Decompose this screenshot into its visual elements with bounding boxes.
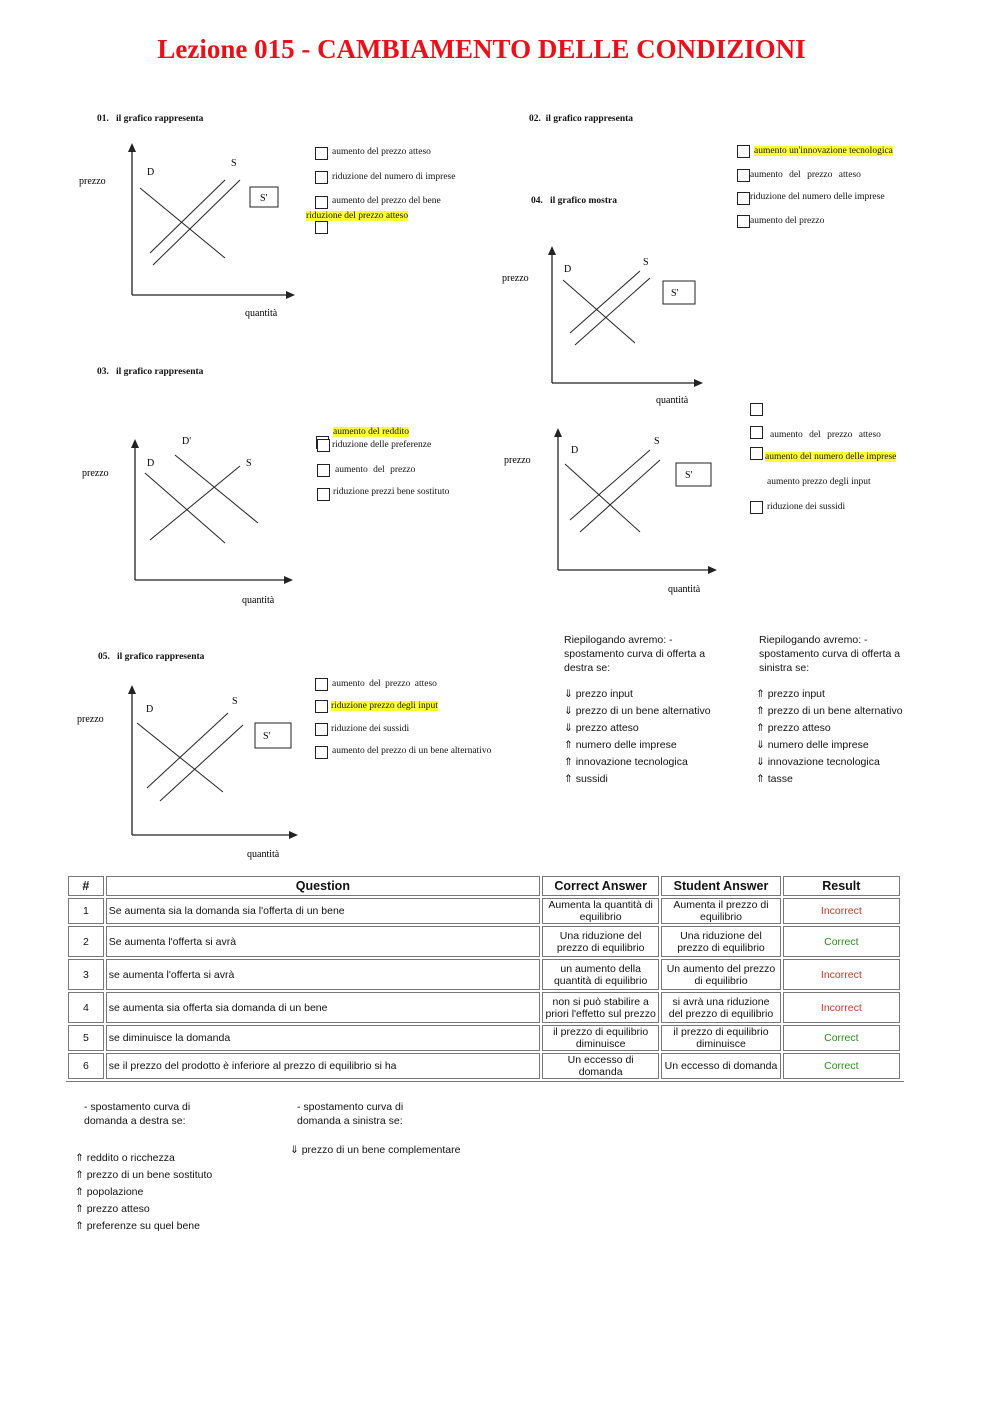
q01-option-3-checkbox[interactable] <box>315 196 328 209</box>
list-item: ⇑ prezzo input <box>756 688 825 700</box>
curve-s-label: S <box>232 696 238 707</box>
q05-option-3-label: riduzione dei sussidi <box>331 724 410 734</box>
curve-d-label: D <box>147 167 155 178</box>
result-cell: Incorrect <box>783 992 900 1023</box>
row-number: 5 <box>68 1025 104 1051</box>
q01-option-2-checkbox[interactable] <box>315 171 328 184</box>
list-item: ⇑ prezzo atteso <box>75 1203 150 1215</box>
student-answer-cell: il prezzo di equilibrio diminuisce <box>661 1025 780 1051</box>
q03-option-2-checkbox[interactable] <box>317 439 330 452</box>
result-cell: Correct <box>783 1025 900 1051</box>
q02-option-4-checkbox[interactable] <box>737 215 750 228</box>
curve-s-prime-label: S' <box>260 193 268 204</box>
table-header-row <box>68 876 900 896</box>
q02-option-3-label: riduzione del numero delle imprese <box>750 192 885 202</box>
q04-option-1-checkbox[interactable] <box>750 403 763 416</box>
axis-price-label: prezzo <box>504 455 531 466</box>
q05-option-1-label: aumento del prezzo atteso <box>332 679 437 689</box>
table-row <box>68 898 900 924</box>
q04-option-2-label: aumento del numero delle imprese <box>765 452 897 462</box>
demand-right-summary-heading: - spostamento curva di domanda a destra se: <box>84 1101 191 1127</box>
q02-option-1-label: aumento un'innovazione tecnologica <box>754 146 893 156</box>
list-item: ⇑ numero delle imprese <box>564 739 677 751</box>
list-item: ⇑ prezzo atteso <box>756 722 831 734</box>
question-cell: Se aumenta l'offerta si avrà <box>106 926 540 957</box>
curve-s-label: S <box>654 436 660 447</box>
question-number: 05. <box>98 652 110 662</box>
supply-demand-graph-04 <box>500 422 725 600</box>
question-05-header <box>98 652 204 662</box>
axis-price-label: prezzo <box>79 176 106 187</box>
q05-option-2-label: riduzione prezzo degli input <box>331 701 438 711</box>
axis-quantity-label: quantità <box>668 584 701 595</box>
question-text: il grafico mostra <box>550 196 618 206</box>
question-text: il grafico rappresenta <box>116 114 204 124</box>
correct-answer-cell: Un eccesso di domanda <box>542 1053 659 1079</box>
axis-quantity-label: quantità <box>656 395 689 406</box>
q01-option-2-label: riduzione del numero di imprese <box>332 172 456 182</box>
row-number: 3 <box>68 959 104 990</box>
curve-d-prime-label: D' <box>182 436 192 447</box>
q05-option-4-label: aumento del prezzo di un bene alternativo <box>332 746 492 756</box>
supply-demand-graph-02 <box>500 243 720 413</box>
q05-option-4-checkbox[interactable] <box>315 746 328 759</box>
list-item: ⇑ reddito o ricchezza <box>75 1152 175 1164</box>
list-item: ⇑ popolazione <box>75 1186 144 1198</box>
q03-option-2-label: riduzione delle preferenze <box>332 440 432 450</box>
column-header: Result <box>783 876 900 896</box>
page-title: Lezione 015 - CAMBIAMENTO DELLE CONDIZIONI <box>157 34 806 64</box>
supply-left-summary-heading: Riepilogando avremo: - spostamento curva di offerta a sinistra se: <box>759 634 901 674</box>
axis-quantity-label: quantità <box>242 595 275 606</box>
result-cell: Incorrect <box>783 898 900 924</box>
question-04-header <box>531 196 617 206</box>
q04-option-3-checkbox[interactable] <box>750 447 763 460</box>
result-cell: Incorrect <box>783 959 900 990</box>
curve-s-prime-label: S' <box>263 731 271 742</box>
supply-right-summary-heading: Riepilogando avremo: - spostamento curva di offerta a destra se: <box>564 634 706 674</box>
curve-d-label: D <box>146 704 154 715</box>
correct-answer-cell: non si può stabilire a priori l'effetto sul prezzo <box>542 992 659 1023</box>
list-item: ⇓ prezzo di un bene alternativo <box>564 705 711 717</box>
q02-option-2-checkbox[interactable] <box>737 169 750 182</box>
correct-answer-cell: Aumenta la quantità di equilibrio <box>542 898 659 924</box>
result-cell: Correct <box>783 1053 900 1079</box>
supply-demand-graph-01 <box>75 140 305 325</box>
q03-option-3-label: aumento del prezzo <box>335 465 416 475</box>
q03-option-3-checkbox[interactable] <box>317 464 330 477</box>
student-answer-cell: Una riduzione del prezzo di equilibrio <box>661 926 780 957</box>
axis-quantity-label: quantità <box>245 308 278 319</box>
demand-left-summary-heading: - spostamento curva di domanda a sinistra se: <box>297 1101 404 1127</box>
curve-d-label: D <box>571 445 579 456</box>
curve-s-label: S <box>246 458 252 469</box>
q01-option-1-checkbox[interactable] <box>315 147 328 160</box>
list-item: ⇑ preferenze su quel bene <box>75 1220 200 1232</box>
list-item: ⇓ prezzo input <box>564 688 633 700</box>
curve-d-label: D <box>147 458 155 469</box>
q05-option-3-checkbox[interactable] <box>315 723 328 736</box>
axis-price-label: prezzo <box>77 714 104 725</box>
list-item: ⇓ prezzo di un bene complementare <box>290 1144 461 1156</box>
column-header: Student Answer <box>661 876 780 896</box>
correct-answer-cell: il prezzo di equilibrio diminuisce <box>542 1025 659 1051</box>
question-02-header <box>529 114 633 124</box>
correct-answer-cell: un aumento della quantità di equilibrio <box>542 959 659 990</box>
list-item: ⇑ tasse <box>756 773 793 785</box>
question-number: 04. <box>531 196 543 206</box>
q01-option-4-label: riduzione del prezzo atteso <box>306 211 409 221</box>
question-cell: se diminuisce la domanda <box>106 1025 540 1051</box>
question-03-header <box>97 367 203 377</box>
q02-option-3-checkbox[interactable] <box>737 192 750 205</box>
question-number: 03. <box>97 367 109 377</box>
student-answer-cell: Aumenta il prezzo di equilibrio <box>661 898 780 924</box>
q04-option-4-checkbox[interactable] <box>750 501 763 514</box>
curve-s-label: S <box>643 257 649 268</box>
row-number: 2 <box>68 926 104 957</box>
question-text: il grafico rappresenta <box>545 114 634 124</box>
q02-option-4-label: aumento del prezzo <box>750 216 825 226</box>
q02-option-2-label: aumento del prezzo atteso <box>750 170 861 180</box>
question-text: il grafico rappresenta <box>116 367 204 377</box>
correct-answer-cell: Una riduzione del prezzo di equilibrio <box>542 926 659 957</box>
question-number: 01. <box>97 114 109 124</box>
column-header: Question <box>106 876 540 896</box>
table-row <box>68 1053 900 1079</box>
q04-option-3-label: aumento prezzo degli input <box>767 477 871 487</box>
curve-s-prime-label: S' <box>685 470 693 481</box>
row-number: 4 <box>68 992 104 1023</box>
q01-option-1-label: aumento del prezzo atteso <box>332 147 431 157</box>
supply-right-summary-list <box>564 686 711 788</box>
list-item: ⇑ innovazione tecnologica <box>564 756 688 768</box>
student-answer-cell: Un aumento del prezzo di equilibrio <box>661 959 780 990</box>
q04-option-2-checkbox[interactable] <box>750 426 763 439</box>
list-item: ⇑ prezzo di un bene sostituto <box>75 1169 213 1181</box>
q05-option-1-checkbox[interactable] <box>315 678 328 691</box>
supply-demand-graph-03 <box>80 428 310 610</box>
question-cell: se il prezzo del prodotto è inferiore al prezzo di equilibrio si ha <box>106 1053 540 1079</box>
q03-option-1-label: aumento del reddito <box>333 427 409 437</box>
q03-option-4-checkbox[interactable] <box>317 488 330 501</box>
curve-d-label: D <box>564 264 572 275</box>
table-row <box>68 926 900 957</box>
axis-price-label: prezzo <box>82 468 109 479</box>
row-number: 1 <box>68 898 104 924</box>
question-cell: se aumenta sia offerta sia domanda di un bene <box>106 992 540 1023</box>
q02-option-1-checkbox[interactable] <box>737 145 750 158</box>
q04-option-4-label: riduzione dei sussidi <box>767 502 846 512</box>
question-cell: Se aumenta sia la domanda sia l'offerta di un bene <box>106 898 540 924</box>
list-item: ⇑ prezzo di un bene alternativo <box>756 705 903 717</box>
table-row <box>68 1025 900 1051</box>
q03-option-4-label: riduzione prezzi bene sostituto <box>333 487 450 497</box>
question-cell: se aumenta l'offerta si avrà <box>106 959 540 990</box>
list-item: ⇓ numero delle imprese <box>756 739 869 751</box>
question-text: il grafico rappresenta <box>117 652 205 662</box>
column-header: Correct Answer <box>542 876 659 896</box>
question-01-header <box>97 114 203 124</box>
q01-option-3-label: aumento del prezzo del bene <box>332 196 441 206</box>
list-item: ⇓ innovazione tecnologica <box>756 756 880 768</box>
q01-option-4-checkbox[interactable] <box>315 221 328 234</box>
curve-s-prime-label: S' <box>671 288 679 299</box>
column-header: # <box>68 876 104 896</box>
results-table-wrapper <box>66 874 904 1082</box>
row-number: 6 <box>68 1053 104 1079</box>
supply-left-summary-list <box>756 686 903 788</box>
question-number: 02. <box>529 114 541 124</box>
supply-demand-graph-05 <box>75 680 305 862</box>
table-row <box>68 959 900 990</box>
curve-s-label: S <box>231 158 237 169</box>
axis-price-label: prezzo <box>502 273 529 284</box>
result-cell: Correct <box>783 926 900 957</box>
demand-left-summary-list <box>290 1142 460 1159</box>
list-item: ⇑ sussidi <box>564 773 608 785</box>
demand-right-summary-list <box>75 1150 212 1235</box>
student-answer-cell: Un eccesso di domanda <box>661 1053 780 1079</box>
list-item: ⇓ prezzo atteso <box>564 722 639 734</box>
table-row <box>68 992 900 1023</box>
student-answer-cell: si avrà una riduzione del prezzo di equilibrio <box>661 992 780 1023</box>
results-table <box>66 874 902 1081</box>
q05-option-2-checkbox[interactable] <box>315 700 328 713</box>
q04-option-1-label: aumento del prezzo atteso <box>770 430 881 440</box>
axis-quantity-label: quantità <box>247 849 280 860</box>
